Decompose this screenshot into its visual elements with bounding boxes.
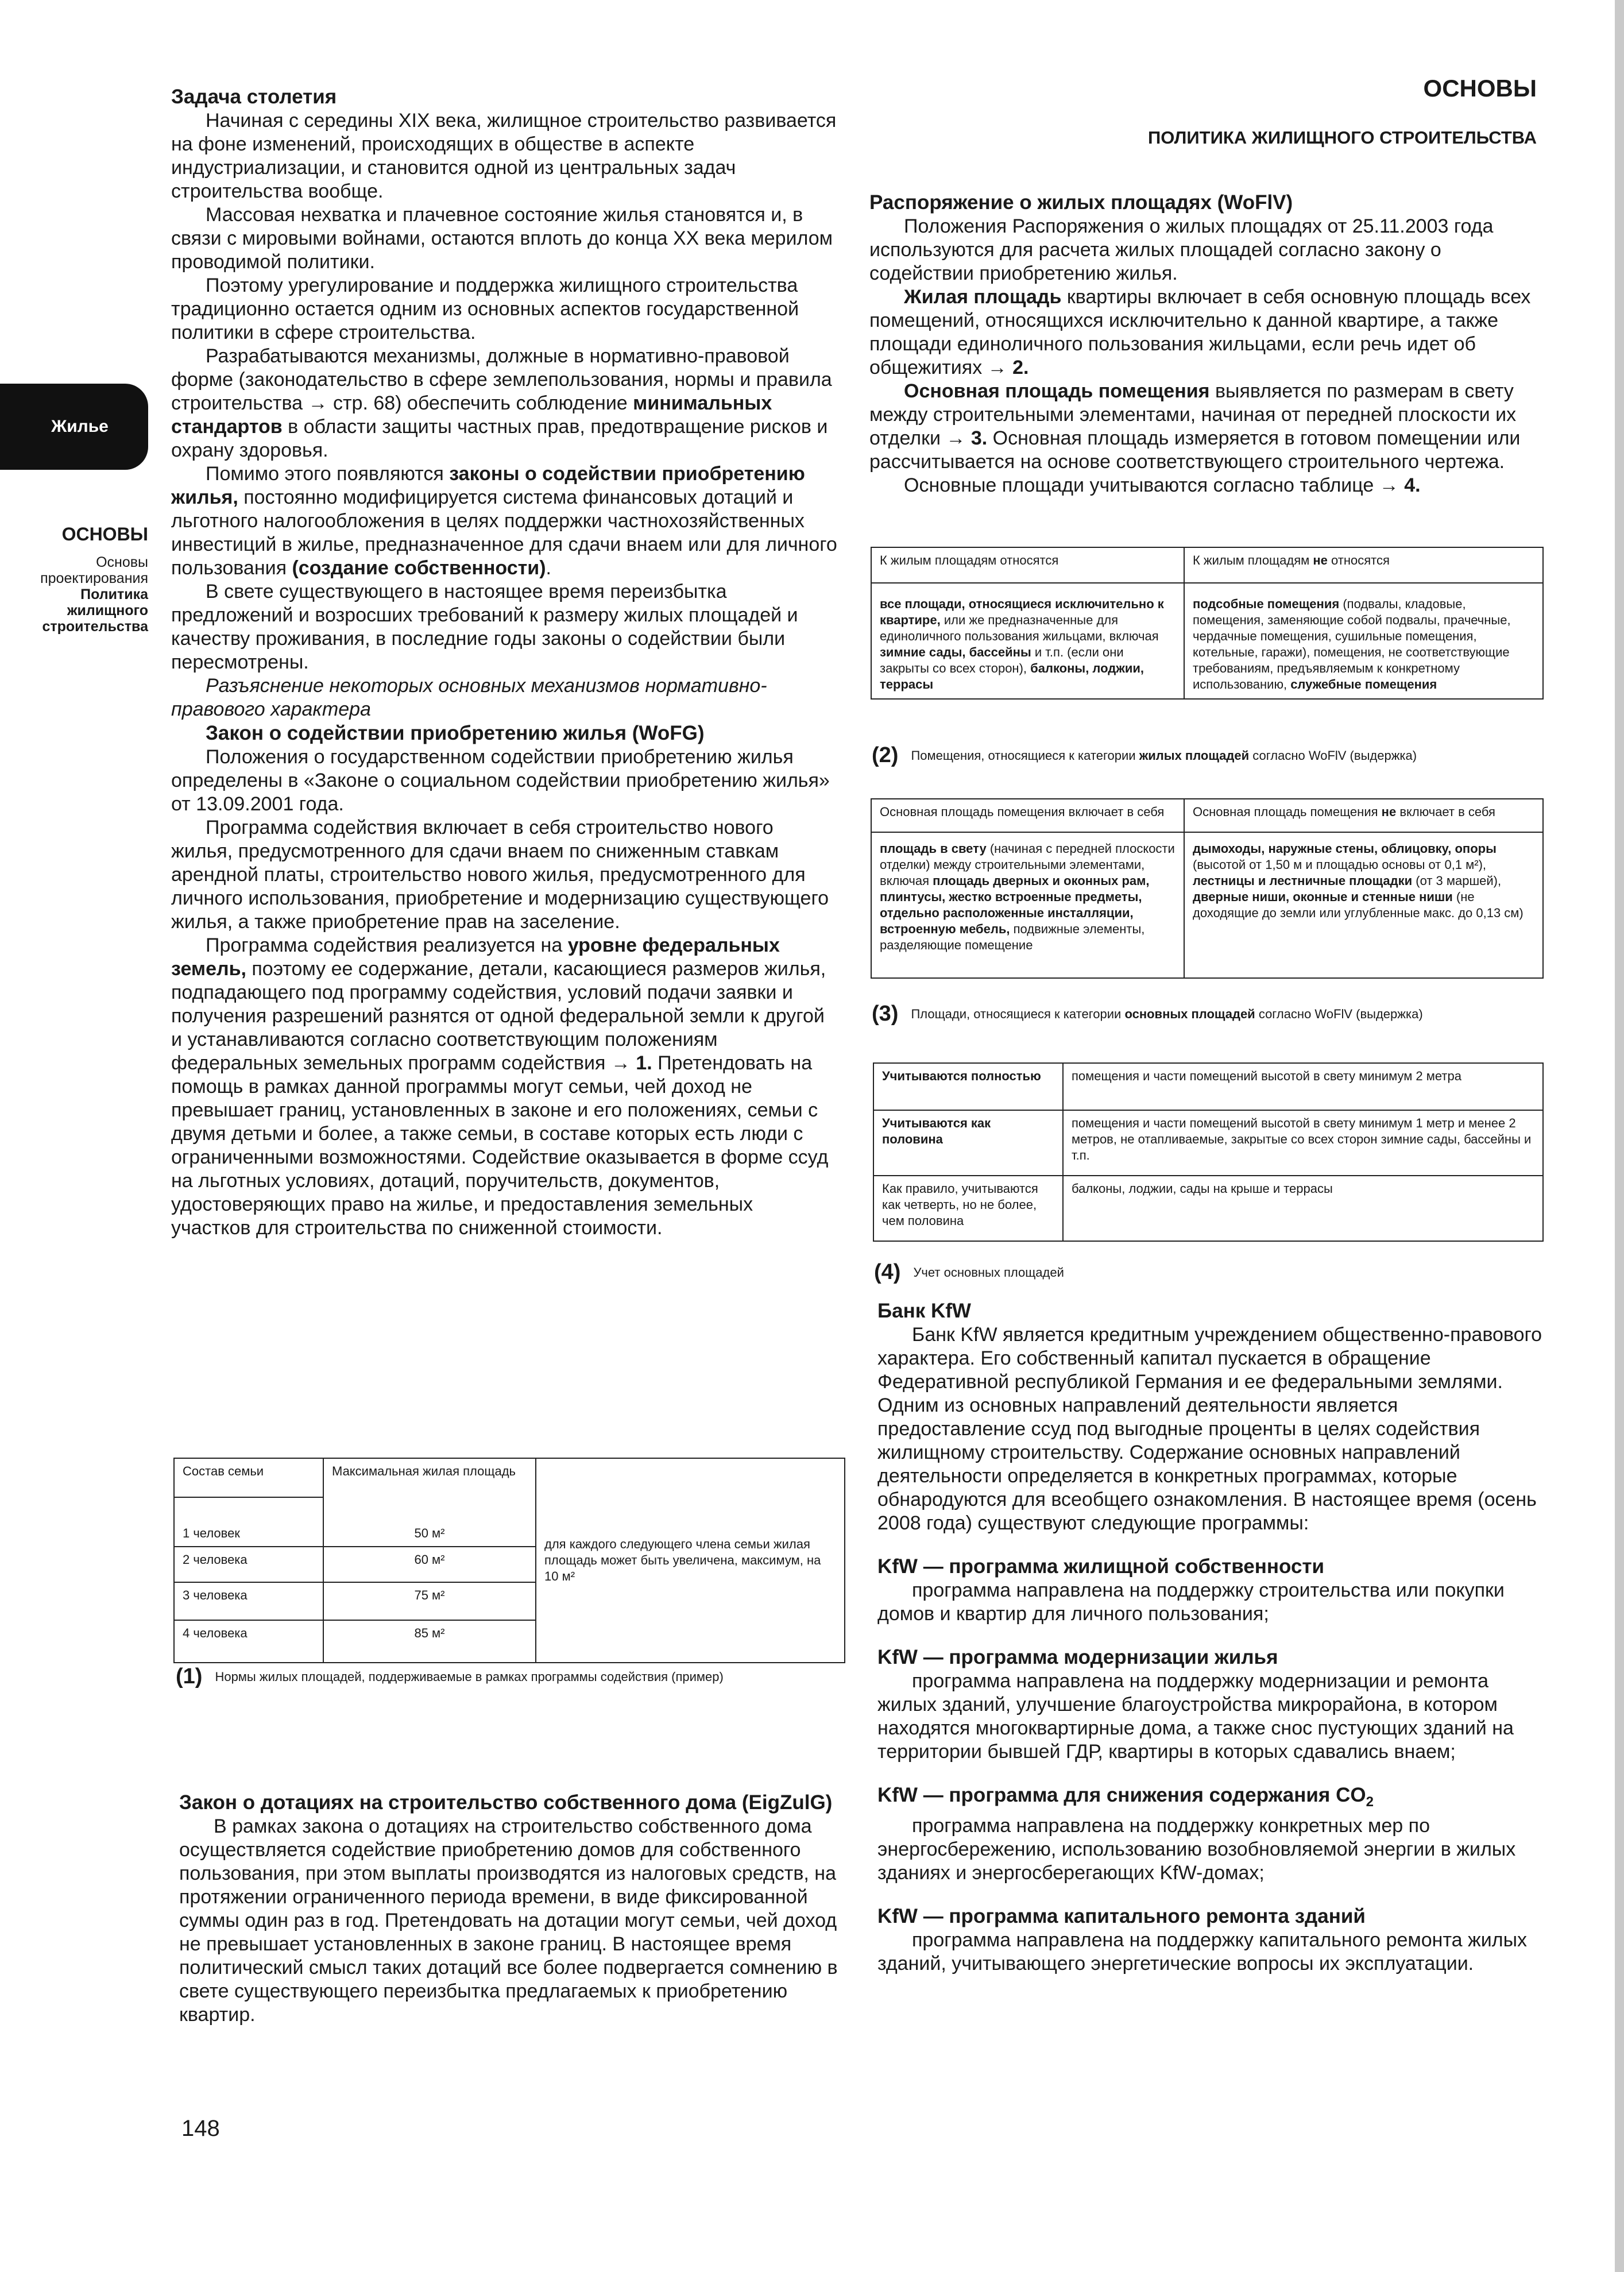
left-column-bottom [179, 1791, 844, 2027]
paragraph: В свете существующего в настоящее время переизбытка предложений и возросших требований к размеру жилых площадей и качеству проживания, в последние годы законы о содействии были пересмотрены. [171, 581, 798, 673]
table-cell: Учитываются полностью [873, 1063, 1063, 1110]
table-living-area-categories [871, 547, 1544, 700]
heading-kfw-program: KfW — программа жилищной собственности [877, 1555, 1325, 1578]
section-title: ОСНОВЫ [1423, 75, 1537, 102]
right-column-kfw [877, 1299, 1544, 1976]
page-number: 148 [181, 2116, 220, 2141]
table-row [873, 1110, 1543, 1176]
table-base-area-categories [871, 798, 1544, 979]
caption-number: (2) [872, 743, 899, 767]
sidebar-tab-label: Жилье [51, 417, 109, 436]
paragraph: В рамках закона о дотациях на строительство собственного дома осуществляется содействие приобретению домов для собственного пользования, при этом выплаты производятся из налоговых средств, на протяжении ограниченного периода времени, в виде фиксированной суммы один раз в год. Претендовать на дотации могут семьи, чей доход не превышает установленных в законе границ. В настоящее время политический смысл таких дотаций все более подвергается сомнению в свете существующего переизбытка предлагаемых к приобретению квартир. [179, 1815, 838, 2026]
table-cell: все площади, относящиеся исключительно к квартире, или же предназначенные для единоличного пользования жильцами, включая зимние сады, бассейны и т.п. (если они закрыты со всех сторон), балконы, лоджии, террасы [871, 583, 1184, 699]
table-header: Основная площадь помещения не включает в себя [1184, 799, 1543, 832]
caption-table-1 [176, 1664, 724, 1689]
table-cell: 1 человек [174, 1497, 323, 1547]
table-cell: 85 м² [323, 1620, 536, 1663]
paragraph: Поэтому урегулирование и поддержка жилищного строительства традиционно остается одним из основных аспектов государственной политики в сфере строительства. [171, 275, 799, 343]
paragraph: Банк KfW является кредитным учреждением общественно-правового характера. Его собственный капитал пускается в обращение Федеративной республикой Германия и ее федеральными землями. Одним из основных направлений деятельности является предоставление ссуд под выгодные проценты в целях содействия жилищному строительству. Содержание основных направлений деятельности определяется в конкретных программах, которые обнародуются для всеобщего ознакомления. В настоящее время (осень 2008 года) существуют следующие программы: [877, 1324, 1542, 1534]
table-cell: дымоходы, наружные стены, облицовку, опоры (высотой от 1,50 м и площадью основы от 0,1 м²), лестницы и лестничные площадки (от 3 маршей), дверные ниши, оконные и стенные ниши (не доходящие до земли или углубленные макс. до 0,13 см) [1184, 832, 1543, 978]
table-row [871, 583, 1543, 699]
table-cell: Как правило, учитываются как четверть, но не более, чем половина [873, 1176, 1063, 1241]
italic-intro: Разъяснение некоторых основных механизмов нормативно-правового характера [171, 675, 767, 720]
table-row [871, 799, 1543, 832]
paragraph: Положения Распоряжения о жилых площадях от 25.11.2003 года используются для расчета жилых площадей согласно закону о содействии приобретению жилья. [869, 215, 1494, 284]
sidebar-item[interactable]: проектирования [40, 570, 148, 586]
table-row [871, 832, 1543, 978]
paragraph: программа направлена на поддержку капитального ремонта жилых зданий, учитывающего энергетические вопросы их эксплуатации. [877, 1929, 1527, 1975]
table-living-area-norms [173, 1458, 845, 1663]
paragraph: Основная площадь помещения выявляется по размерам в свету между строительными элементами, начиная от передней плоскости их отделки → 3. Основная площадь измеряется в готовом помещении или рассчитывается на основе соответствующего строительного чертежа. [869, 380, 1521, 473]
sidebar-item-active[interactable]: строительства [42, 619, 148, 635]
caption-table-2 [872, 743, 1417, 768]
heading-wofg: Закон о содействии приобретению жилья (WoFG) [206, 722, 705, 744]
table-header: Основная площадь помещения включает в себя [871, 799, 1184, 832]
paragraph: Основные площади учитываются согласно таблице → 4. [904, 474, 1421, 496]
caption-text: Нормы жилых площадей, поддерживаемые в рамках программы содействия (пример) [215, 1669, 724, 1684]
table-row [174, 1458, 845, 1497]
paragraph: Помимо этого появляются законы о содействии приобретению жилья, постоянно модифицируется система финансовых дотаций и льготного налогообложения в целях поддержки частнохозяйственных инвестиций в жилье, предназначенное для сдачи внаем или для личного пользования (создание собственности). [171, 463, 837, 579]
heading-kfw-program: KfW — программа для снижения содержания $CO_2$ [877, 1784, 1374, 1810]
right-column-top [869, 191, 1540, 497]
table-note: для каждого следующего члена семьи жилая площадь может быть увеличена, максимум, на 10 м² [536, 1458, 845, 1663]
caption-number: (3) [872, 1002, 899, 1026]
table-header: Максимальная жилая площадь [323, 1458, 536, 1497]
table-row [871, 547, 1543, 583]
heading-century-task: Задача столетия [171, 86, 337, 108]
caption-text: Учет основных площадей [913, 1265, 1064, 1280]
table-cell: 3 человека [174, 1582, 323, 1620]
sidebar-tab-housing[interactable] [0, 384, 148, 470]
table-cell: помещения и части помещений высотой в свету минимум 2 метра [1063, 1063, 1543, 1110]
heading-kfw-program: KfW — программа капитального ремонта зданий [877, 1905, 1366, 1927]
table-cell: помещения и части помещений высотой в свету минимум 1 метр и менее 2 метров, не отапливаемые, закрытые со всех сторон зимние сады, бассейны и т.п. [1063, 1110, 1543, 1176]
heading-woflv: Распоряжение о жилых площадях (WoFlV) [869, 191, 1293, 214]
sidebar-item[interactable]: Основы [96, 554, 148, 570]
table-cell: подсобные помещения (подвалы, кладовые, помещения, заменяющие собой подвалы, прачечные, чердачные помещения, сушильные помещения, котельные, гаражи), помещения, не соответствующие требованиям, предъявляемым к конкретному использованию, служебные помещения [1184, 583, 1543, 699]
caption-table-3 [872, 1002, 1423, 1026]
table-cell: 2 человека [174, 1547, 323, 1582]
paragraph: Начиная с середины XIX века, жилищное строительство развивается на фоне изменений, происходящих в обществе в аспекте индустриализации, и становится одной из центральных задач строительства вообще. [171, 110, 837, 202]
table-cell: 60 м² [323, 1547, 536, 1582]
sidebar-item-active[interactable]: жилищного [67, 602, 148, 619]
paragraph: Массовая нехватка и плачевное состояние жилья становятся и, в связи с мировыми войнами, остаются вплоть до конца XX века мерилом проводимой политики. [171, 204, 833, 273]
heading-eigzulg: Закон о дотациях на строительство собственного дома (EigZulG) [179, 1791, 833, 1814]
left-column-top [171, 85, 837, 1240]
caption-text: Помещения, относящиеся к категории жилых площадей согласно WoFlV (выдержка) [911, 748, 1417, 763]
table-row [873, 1176, 1543, 1241]
sidebar-nav [0, 524, 148, 635]
paragraph: Разрабатываются механизмы, должные в нормативно-правовой форме (законодательство в сфере землепользования, нормы и правила строительства → стр. 68) обеспечить соблюдение минимальных стандартов в области защиты частных прав, предотвращение рисков и охрану здоровья. [171, 345, 832, 461]
paragraph: Положения о государственном содействии приобретению жилья определены в «Законе о социальном содействии приобретению жилья» от 13.09.2001 года. [171, 746, 830, 815]
table-base-area-accounting [873, 1062, 1544, 1242]
paragraph: программа направлена на поддержку строительства или покупки домов и квартир для личного пользования; [877, 1579, 1505, 1625]
page-edge-shadow [1615, 0, 1624, 2272]
table-row [873, 1063, 1543, 1110]
sidebar-section: ОСНОВЫ [61, 524, 148, 544]
table-cell: площадь в свету (начиная с передней плоскости отделки) между строительными элементами, включая площадь дверных и оконных рам, плинтусы, жестко встроенные предметы, отдельно расположенные инсталляции, встроенную мебель, подвижные элементы, разделяющие помещение [871, 832, 1184, 978]
caption-text: Площади, относящиеся к категории основных площадей согласно WoFlV (выдержка) [911, 1006, 1423, 1021]
caption-number: (1) [176, 1664, 203, 1688]
paragraph: программа направлена на поддержку конкретных мер по энергосбережению, использованию возобновляемой энергии в жилых зданиях и энергосберегающих KfW-домах; [877, 1815, 1516, 1884]
paragraph: Программа содействия реализуется на уровне федеральных земель, поэтому ее содержание, детали, касающиеся размеров жилья, подпадающего под программу содействия, условий подачи заявки и получения разрешений разнятся от одной федеральной земли к другой и устанавливаются согласно соответствующим положениям федеральных земельных программ содействия → 1. Претендовать на помощь в рамках данной программы могут семьи, чей доход не превышает границ, установленных в законе и его положениях, семьи с двумя детьми и более, а также семьи, в составе которых есть люди с ограниченными возможностями. Содействие оказывается в форме ссуд на льготных условиях, дотаций, поручительств, документов, удостоверяющих право на жилье, и предоставления земельных участков для строительства по сниженной стоимости. [171, 934, 829, 1239]
table-header: Состав семьи [174, 1458, 323, 1497]
table-cell: 4 человека [174, 1620, 323, 1663]
section-subtitle: ПОЛИТИКА ЖИЛИЩНОГО СТРОИТЕЛЬСТВА [1148, 127, 1537, 148]
paragraph: Программа содействия включает в себя строительство нового жилья, предусмотренного для сдачи внаем по сниженным ставкам арендной платы, строительство нового жилья, предусмотренного для личного использования, приобретение и модернизацию существующего жилья, а также приобретение прав на заселение. [171, 817, 829, 933]
heading-kfw-bank: Банк KfW [877, 1300, 971, 1322]
table-header: К жилым площадям не относятся [1184, 547, 1543, 583]
table-cell: Учитываются как половина [873, 1110, 1063, 1176]
paragraph: Жилая площадь квартиры включает в себя основную площадь всех помещений, относящихся исключительно к данной квартире, а также площади единоличного пользования жильцами, если речь идет об общежитиях → 2. [869, 286, 1531, 378]
table-cell: 75 м² [323, 1582, 536, 1620]
sidebar-item-active[interactable]: Политика [80, 586, 148, 602]
table-header: К жилым площадям относятся [871, 547, 1184, 583]
caption-number: (4) [874, 1260, 901, 1284]
heading-kfw-program: KfW — программа модернизации жилья [877, 1646, 1278, 1668]
paragraph: программа направлена на поддержку модернизации и ремонта жилых зданий, улучшение благоустройства микрорайона, в котором находятся многоквартирные дома, а также снос пустующих зданий на территории бывшей ГДР, квартиры в которых сдавались внаем; [877, 1670, 1514, 1763]
caption-table-4 [874, 1260, 1064, 1285]
table-cell: 50 м² [323, 1497, 536, 1547]
table-cell: балконы, лоджии, сады на крыше и террасы [1063, 1176, 1543, 1241]
